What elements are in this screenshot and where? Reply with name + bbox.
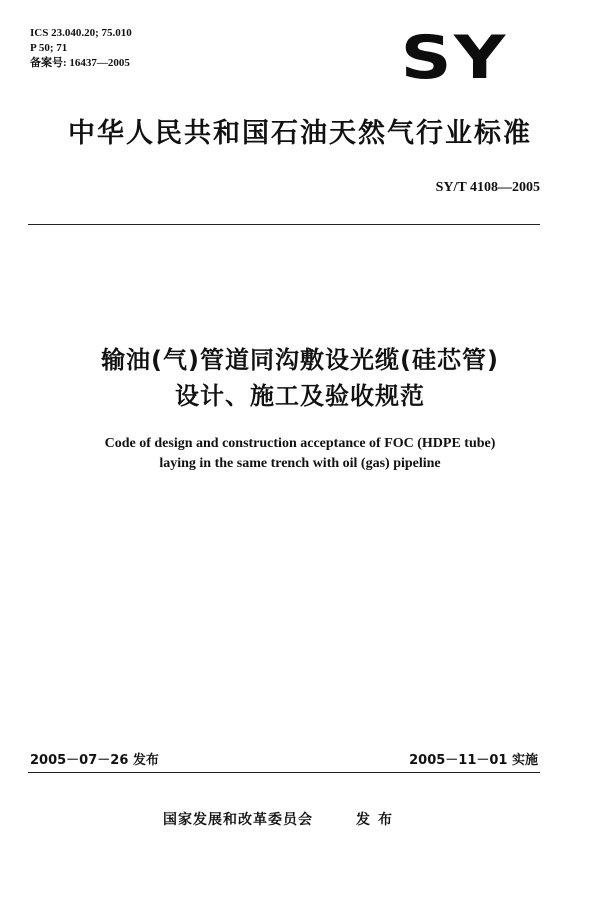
organization-title: 中华人民共和国石油天然气行业标准 — [68, 118, 532, 149]
sy-logo: SY — [401, 23, 508, 93]
english-title-line-1: Code of design and construction acceptance of FOC (HDPE tube) — [104, 436, 496, 451]
record-number: 备案号: 16437—2005 — [30, 57, 130, 69]
top-divider — [28, 224, 540, 225]
classification-code: P 50; 71 — [30, 42, 68, 54]
bottom-divider — [28, 772, 540, 773]
chinese-title-line-2: 设计、施工及验收规范 — [175, 382, 425, 410]
publish-label: 发布 — [356, 812, 400, 828]
standard-code: SY/T 4108—2005 — [435, 180, 540, 195]
issue-date: 2005－07－26 发布 — [30, 753, 159, 768]
english-title-line-2: laying in the same trench with oil (gas) pipeline — [159, 456, 441, 471]
chinese-title-line-1: 输油(气)管道同沟敷设光缆(硅芯管) — [101, 346, 499, 374]
implementation-date: 2005－11－01 实施 — [409, 753, 538, 768]
publisher-name: 国家发展和改革委员会 — [163, 812, 313, 828]
ics-code: ICS 23.040.20; 75.010 — [30, 27, 132, 39]
